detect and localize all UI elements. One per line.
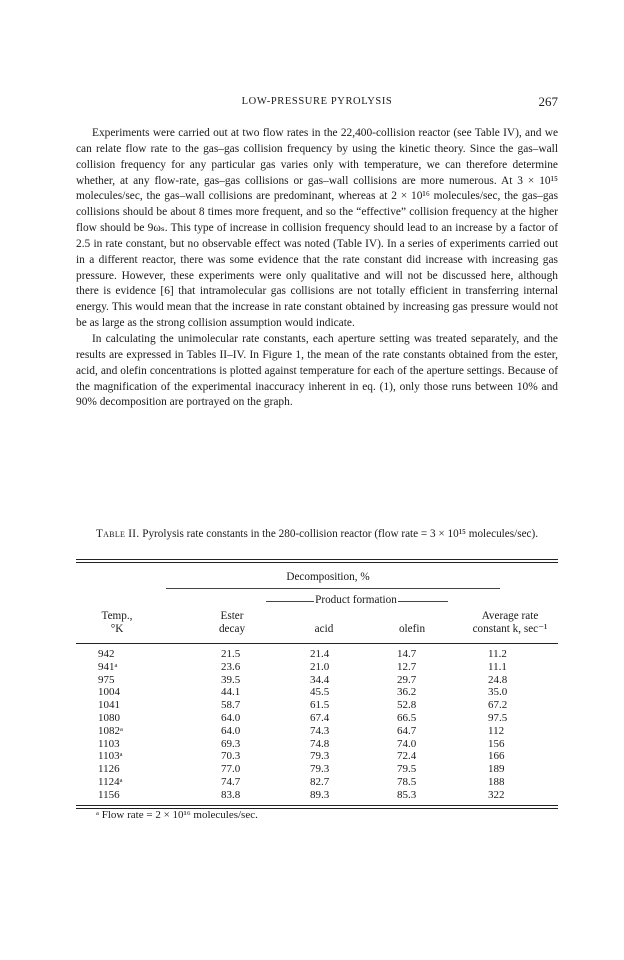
cell-acid: 74.3 <box>310 724 330 737</box>
header-ester-line1: Ester <box>220 610 244 622</box>
page-number: 267 <box>538 94 558 109</box>
cell-temp: 1103 <box>98 737 120 750</box>
cell-temp: 1126 <box>98 763 120 776</box>
cell-temp: 1082ᵃ <box>98 724 124 737</box>
header-temp-line1: Temp., <box>101 610 133 622</box>
cell-acid: 21.0 <box>310 660 330 673</box>
header-rule-product-right <box>398 601 448 602</box>
cell-temp: 975 <box>98 673 115 686</box>
cell-ester: 70.3 <box>221 750 241 763</box>
cell-ester: 74.7 <box>221 775 241 788</box>
table-row <box>76 674 558 687</box>
header-decomposition: Decomposition, % <box>286 571 370 583</box>
cell-acid: 79.3 <box>310 763 330 776</box>
cell-temp: 942 <box>98 648 115 660</box>
cell-acid: 45.5 <box>310 686 330 699</box>
running-head: LOW-PRESSURE PYROLYSIS <box>241 96 393 107</box>
cell-olefin: 66.5 <box>397 711 417 724</box>
body-text <box>76 126 558 411</box>
cell-temp: 1041 <box>98 699 120 712</box>
cell-rate-constant: 67.2 <box>488 699 508 712</box>
cell-acid: 21.4 <box>310 648 330 660</box>
cell-rate-constant: 156 <box>488 737 505 750</box>
cell-ester: 64.0 <box>221 711 241 724</box>
cell-temp: 941ᵃ <box>98 660 118 673</box>
cell-olefin: 36.2 <box>397 686 417 699</box>
table-caption <box>76 527 558 541</box>
cell-ester: 44.1 <box>221 686 241 699</box>
header-temp-line2: °K <box>110 623 124 635</box>
cell-acid: 89.3 <box>310 788 330 801</box>
cell-olefin: 14.7 <box>397 648 417 660</box>
cell-ester: 77.0 <box>221 763 241 776</box>
table-caption-text: Pyrolysis rate constants in the 280-collision reactor (flow rate = 3 × 10¹⁵ molecules/sec). <box>142 528 539 540</box>
header-rule-decomposition <box>166 588 500 589</box>
cell-ester: 69.3 <box>221 737 241 750</box>
header-olefin: olefin <box>398 623 426 635</box>
cell-temp: 1004 <box>98 686 120 699</box>
cell-ester: 21.5 <box>221 648 241 660</box>
cell-ester: 23.6 <box>221 660 241 673</box>
cell-ester: 58.7 <box>221 699 241 712</box>
table-row <box>76 661 558 674</box>
table-row <box>76 686 558 699</box>
table-row <box>76 712 558 725</box>
header-acid: acid <box>314 623 334 635</box>
table-row <box>76 789 558 802</box>
table-row <box>76 738 558 751</box>
header-rule-product-left <box>266 601 314 602</box>
cell-temp: 1103ᵃ <box>98 750 123 763</box>
cell-rate-constant: 35.0 <box>488 686 508 699</box>
header-product-formation: Product formation <box>315 594 397 606</box>
cell-rate-constant: 188 <box>488 775 505 788</box>
table-row <box>76 725 558 738</box>
table-bottom-rule <box>76 805 558 809</box>
cell-olefin: 85.3 <box>397 788 417 801</box>
cell-rate-constant: 11.2 <box>488 648 507 660</box>
cell-rate-constant: 322 <box>488 788 505 801</box>
table-header <box>76 563 558 643</box>
cell-temp: 1080 <box>98 711 120 724</box>
table-row <box>76 763 558 776</box>
cell-ester: 39.5 <box>221 673 241 686</box>
cell-rate-constant: 24.8 <box>488 673 508 686</box>
cell-olefin: 64.7 <box>397 724 417 737</box>
paragraph-2: In calculating the unimolecular rate constants, each aperture setting was treated separately, and the results are expressed in Tables II–IV. In Figure 1, the mean of the rate constants obtained from the ester, acid, and olefin concentrations is plotted against temperature for each of the aperture settings. Because of the magnification of the experimental inaccuracy inherent in eq. (1), only those runs between 10% and 90% decomposition are portrayed on the graph. <box>76 332 558 409</box>
table-row <box>76 776 558 789</box>
cell-rate-constant: 166 <box>488 750 505 763</box>
header-avg-line2: constant k, sec⁻¹ <box>472 623 548 635</box>
paragraph-1: Experiments were carried out at two flow rates in the 22,400-collision reactor (see Table IV), and we can relate flow rate to the gas–gas collision frequency by using the kinetic theory. Since the gas–wall collision frequency for any particular gas varies only with temperature, we can therefore determine whether, at any flow-rate, gas–gas collisions or gas–wall collisions are more numerous. At 3 × 10¹⁵ molecules/sec, the gas–wall collisions are predominant, whereas at 2 × 10¹⁶ molecules/sec, the gas–gas collisions should be about 8 times more frequent, and so the “effective” collision frequency at the higher flow should be 9ωₛ. This type of increase in collision frequency should lead to an increase by a factor of 2.5 in rate constant, but no observable effect was noted (Table IV). In a series of experiments carried out in a different reactor, there was some evidence that the rate constant did increase with increasing gas pressure. However, these experiments were only qualitative and will not be discussed here, although there is evidence [6] that intramolecular gas collisions are not totally efficient in transferring internal energy. This would mean that the increase in rate constant obtained by increasing gas pressure would not be as large as the strong collision assumption would indicate. <box>76 127 558 330</box>
cell-olefin: 29.7 <box>397 673 417 686</box>
cell-olefin: 12.7 <box>397 660 417 673</box>
page-header <box>76 94 558 114</box>
data-table <box>76 559 558 809</box>
table-row <box>76 648 558 661</box>
cell-rate-constant: 112 <box>488 724 505 737</box>
table-row <box>76 750 558 763</box>
cell-acid: 79.3 <box>310 750 330 763</box>
header-ester-line2: decay <box>218 623 246 635</box>
cell-olefin: 52.8 <box>397 699 417 712</box>
cell-rate-constant: 189 <box>488 763 505 776</box>
cell-acid: 34.4 <box>310 673 330 686</box>
table-row <box>76 699 558 712</box>
cell-ester: 83.8 <box>221 788 241 801</box>
cell-olefin: 79.5 <box>397 763 417 776</box>
cell-ester: 64.0 <box>221 724 241 737</box>
cell-temp: 1124ᵃ <box>98 775 123 788</box>
cell-rate-constant: 11.1 <box>488 660 507 673</box>
table-label: Table II. <box>95 528 140 540</box>
cell-temp: 1156 <box>98 788 120 801</box>
cell-rate-constant: 97.5 <box>488 711 508 724</box>
cell-acid: 67.4 <box>310 711 330 724</box>
cell-acid: 61.5 <box>310 699 330 712</box>
table-footnote: ᵃ Flow rate = 2 × 10¹⁶ molecules/sec. <box>96 809 258 821</box>
cell-olefin: 78.5 <box>397 775 417 788</box>
cell-olefin: 72.4 <box>397 750 417 763</box>
header-avg-line1: Average rate <box>481 610 539 622</box>
cell-olefin: 74.0 <box>397 737 417 750</box>
cell-acid: 74.8 <box>310 737 330 750</box>
table-body <box>76 644 558 805</box>
cell-acid: 82.7 <box>310 775 330 788</box>
